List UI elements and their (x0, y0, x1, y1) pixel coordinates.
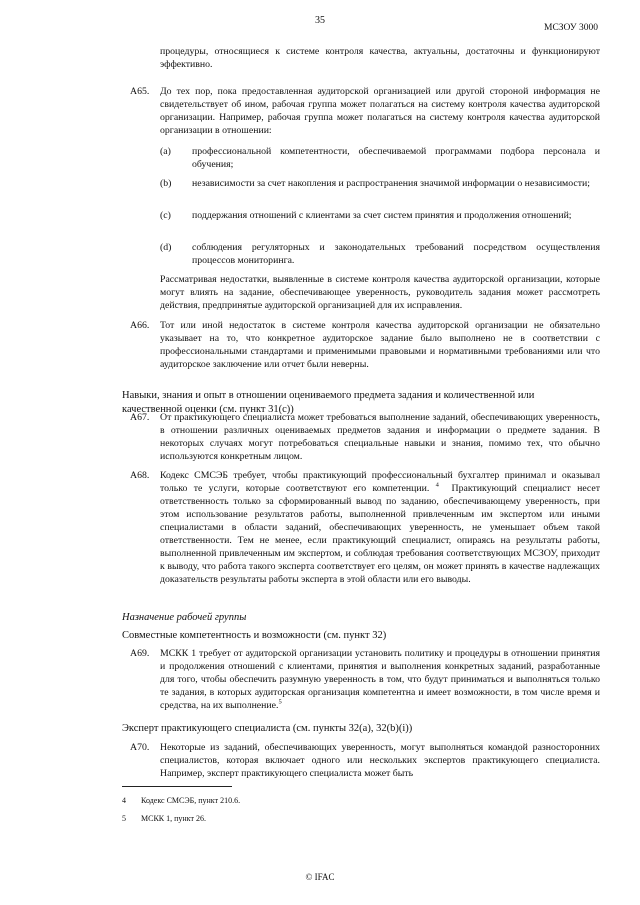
paragraph-a69: МСКК 1 требует от аудиторской организации установить политику и процедуры в отношении принятия и продолжения отношений с клиентами, принятия и выполнения конкретных заданий, разработанные для того, чтобы обеспечить разумную уверенность в том, что будут приниматься и выполняться только те задания, в которых аудиторская организация компетентна и имеет возможности, в том числе время и средства, на их выполнение.$^5$ (160, 648, 600, 711)
subsection-heading-joint-competence: Совместные компетентность и возможности (см. пункт 32) (122, 630, 387, 641)
paragraph-number-a65: A65. (130, 86, 150, 97)
paragraph-a65-continuation: Рассматривая недостатки, выявленные в системе контроля качества аудиторской организации, которые могут влиять на задание, обеспечивающее уверенность, руководитель задания может рассмотреть действия, предпринятые аудиторской организацией для их исправления. (160, 274, 600, 311)
list-item-c: поддержания отношений с клиентами за счет систем принятия и продолжения отношений; (192, 210, 572, 221)
list-label-a: (a) (160, 146, 171, 157)
paragraph-number-a67: A67. (130, 412, 150, 423)
footnote-divider (122, 786, 232, 787)
section-heading-skills: Навыки, знания и опыт в отношении оцениваемого предмета задания и количественной или качественной оценки (см. пункт 31(c)) (122, 389, 535, 415)
list-item-b: независимости за счет накопления и распространения значимой информации о независимости; (192, 178, 590, 189)
list-label-d: (d) (160, 242, 172, 253)
subsection-heading-expert: Эксперт практикующего специалиста (см. пункты 32(a), 32(b)(i)) (122, 723, 413, 734)
paragraph-continuation: процедуры, относящиеся к системе контроля качества, актуальны, достаточны и функционируют эффективно. (160, 46, 600, 70)
paragraph-number-a66: A66. (130, 320, 150, 331)
paragraph-a68: Кодекс СМСЭБ требует, чтобы практикующий профессиональный бухгалтер принимал и оказывал только те услуги, которые соответствуют его компетенции. $^4$ Практикующий специалист несет ответственность только за сформированный вывод по заданию, обеспечивающему уверенность, при этом использование результатов работы, выполненной привлеченным им экспертом или иными специалистами в области заданий, обеспечивающих уверенность, не уменьшает объем такой ответственности. Тем не менее, если практикующий специалист, опираясь на результаты работы, выполненной привлеченным им экспертом, и соблюдая требования соответствующих МСЗОУ, приходит к выводу, что работа такого эксперта соответствует его целям, он может принять в качестве надлежащих доказательств результаты работы эксперта в этой области или его выводы. (160, 470, 601, 585)
paragraph-number-a70: A70. (130, 742, 150, 753)
list-label-c: (c) (160, 210, 171, 221)
paragraph-a65: До тех пор, пока предоставленная аудиторской организацией или другой стороной информация не свидетельствует об ином, рабочая группа может полагаться на систему контроля качества аудиторской организации. Например, рабочая группа может полагаться на систему контроля качества аудиторской организации в отношении: (160, 86, 600, 136)
section-heading-assignment: Назначение рабочей группы (122, 612, 247, 623)
page-number: 35 (315, 15, 325, 26)
list-item-d: соблюдения регуляторных и законодательных требований посредством осуществления процессов мониторинга. (192, 242, 600, 266)
paragraph-a70: Некоторые из заданий, обеспечивающих уверенность, могут выполняться командой разносторонних специалистов, которая включает одного или нескольких экспертов практикующего специалиста. Например, эксперт практикующего специалиста может быть (160, 742, 600, 779)
footnote-number-5: 5 (122, 814, 126, 823)
footnote-ref-5: 5 (278, 698, 282, 706)
list-label-b: (b) (160, 178, 172, 189)
paragraph-a67: От практикующего специалиста может требоваться выполнение заданий, обеспечивающих уверенность, в отношении различных оцениваемых предметов задания и информации о предмете задания. В некоторых случаях могут потребоваться специальные навыки и знания, помимо тех, что обычно используются конкретным лицом. (160, 412, 600, 462)
list-item-a: профессиональной компетентности, обеспечиваемой программами подбора персонала и обучения; (192, 146, 600, 170)
footnote-ref-4: 4 (435, 481, 439, 489)
document-code: МСЗОУ 3000 (544, 23, 598, 33)
footnote-text-4: Кодекс СМСЭБ, пункт 210.6. (141, 796, 241, 805)
footer-copyright: © IFAC (305, 872, 335, 882)
paragraph-a66: Тот или иной недостаток в системе контроля качества аудиторской организации не обязательно указывает на то, что конкретное аудиторское задание было выполнено не в соответствии с профессиональными стандартами и применимыми правовыми и нормативными требованиями или что аудиторское заключение или отчет были неверны. (160, 320, 600, 370)
footnote-number-4: 4 (122, 796, 126, 805)
footnote-text-5: МСКК 1, пункт 26. (141, 814, 206, 823)
paragraph-number-a69: A69. (130, 648, 150, 659)
paragraph-number-a68: A68. (130, 470, 150, 481)
